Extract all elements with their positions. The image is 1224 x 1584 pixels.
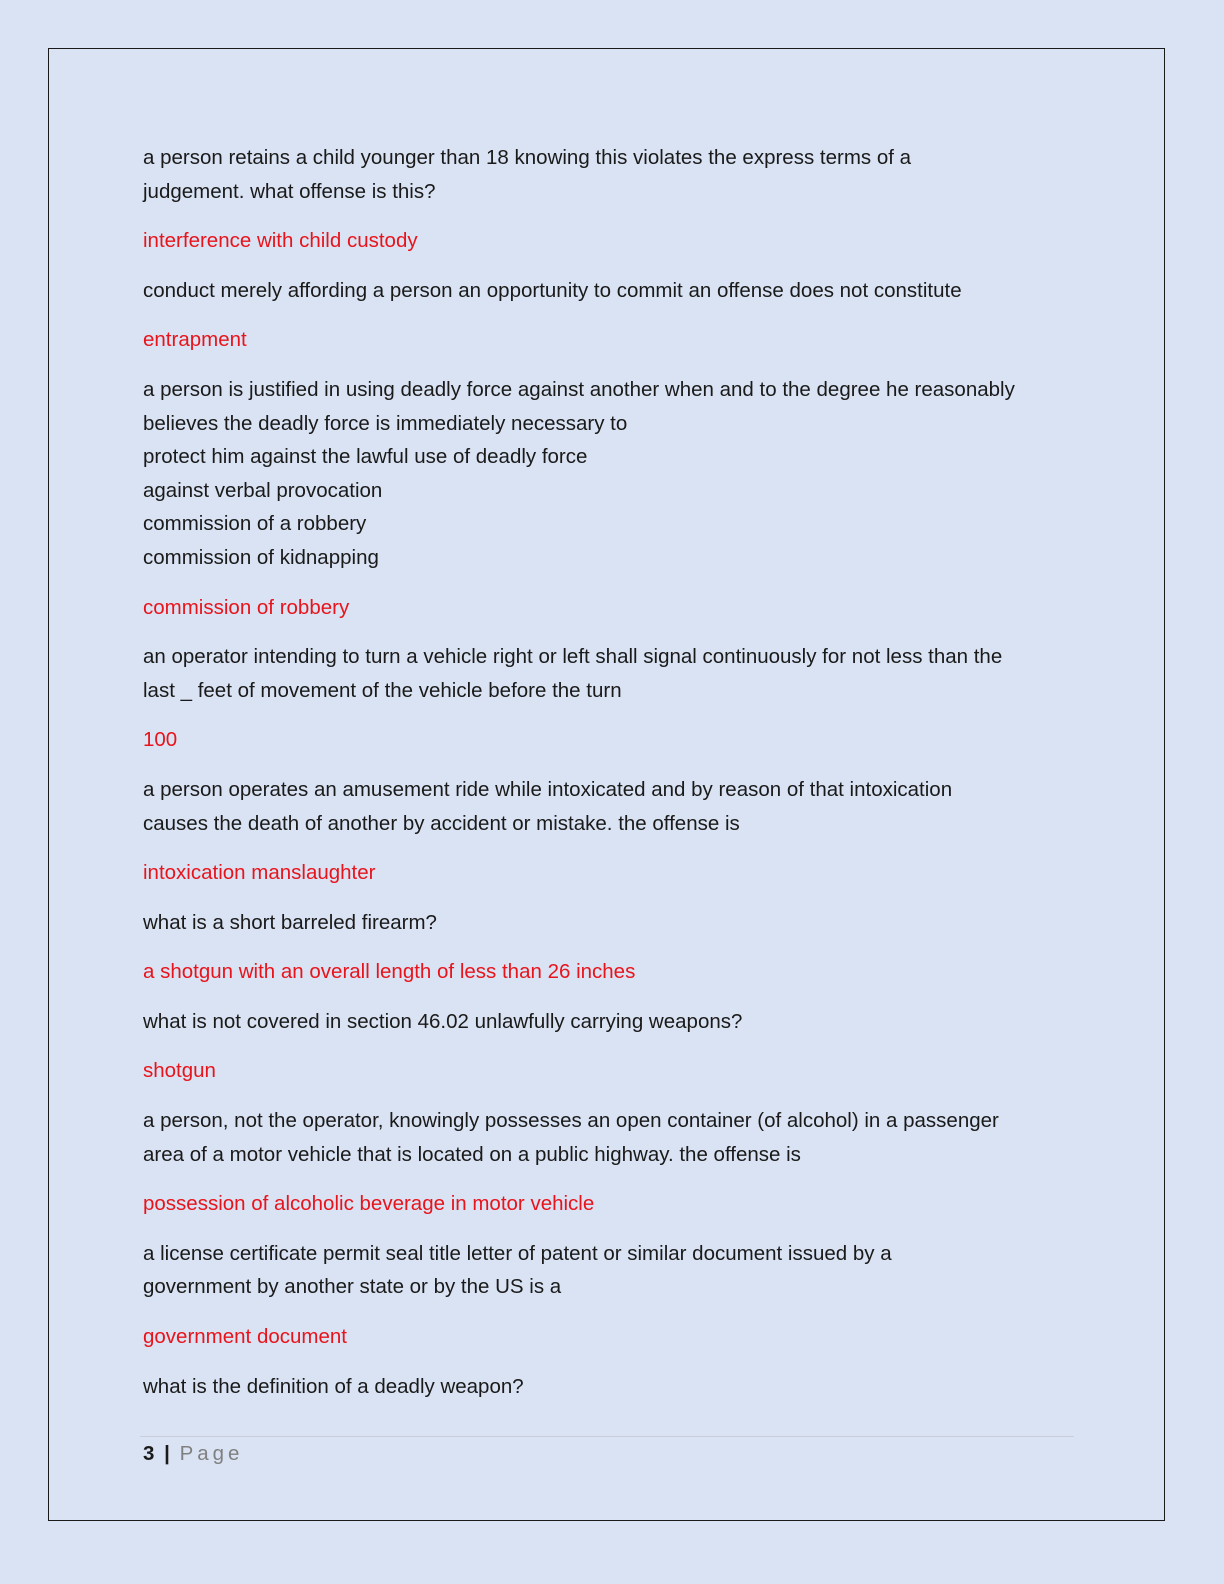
answer: shotgun [143,1059,216,1083]
question-line: what is the definition of a deadly weapon? [143,1374,524,1398]
answer: government document [143,1325,347,1349]
question-line: conduct merely affording a person an opportunity to commit an offense does not constitute [143,278,962,302]
question-line: judgement. what offense is this? [143,179,436,203]
question [143,773,1078,840]
question-line: what is not covered in section 46.02 unlawfully carrying weapons? [143,1009,743,1033]
answer: possession of alcoholic beverage in motor vehicle [143,1192,595,1216]
answer: commission of robbery [143,595,350,619]
page-footer [143,1438,243,1470]
qa-list [143,141,1078,1354]
question-line: commission of kidnapping [143,545,379,569]
question-line: a person operates an amusement ride while intoxicated and by reason of that intoxication [143,777,953,801]
question-line: protect him against the lawful use of deadly force [143,445,588,469]
question-line: commission of a robbery [143,512,367,536]
footer-separator: | [164,1442,170,1465]
question-line: a person retains a child younger than 18 knowing this violates the express terms of a [143,146,912,169]
answer: interference with child custody [143,229,418,253]
question-line: last _ feet of movement of the vehicle before the turn [143,678,622,702]
page-label: Page [179,1442,244,1465]
question-line: a license certificate permit seal title letter of patent or similar document issued by a [143,1241,892,1265]
question-line: an operator intending to turn a vehicle right or left shall signal continuously for not less than the [143,645,1003,669]
question-line: area of a motor vehicle that is located on a public highway. the offense is [143,1142,801,1166]
question [143,141,1078,208]
document-body [143,141,1078,1419]
question-line: a person, not the operator, knowingly possesses an open container (of alcohol) in a passenger [143,1109,999,1133]
question [143,906,1078,940]
footer-divider [140,1436,1074,1437]
answer: intoxication manslaughter [143,861,376,885]
question-line: causes the death of another by accident or mistake. the offense is [143,811,740,835]
page-number: 3 [143,1442,155,1465]
answer: entrapment [143,328,247,352]
question-line: against verbal provocation [143,478,383,502]
question [143,640,1078,707]
answer: 100 [143,728,178,752]
question-line: believes the deadly force is immediately necessary to [143,411,628,435]
question [143,373,1078,575]
question [143,1005,1078,1039]
question-line: what is a short barreled firearm? [143,910,437,934]
question-line: government by another state or by the US is a [143,1275,562,1299]
answer: a shotgun with an overall length of less than 26 inches [143,960,636,984]
question [143,1237,1078,1304]
question [143,274,1078,308]
question [143,1104,1078,1171]
question-line: a person is justified in using deadly force against another when and to the degree he reasonably [143,377,1015,401]
final-question [143,1370,1078,1404]
